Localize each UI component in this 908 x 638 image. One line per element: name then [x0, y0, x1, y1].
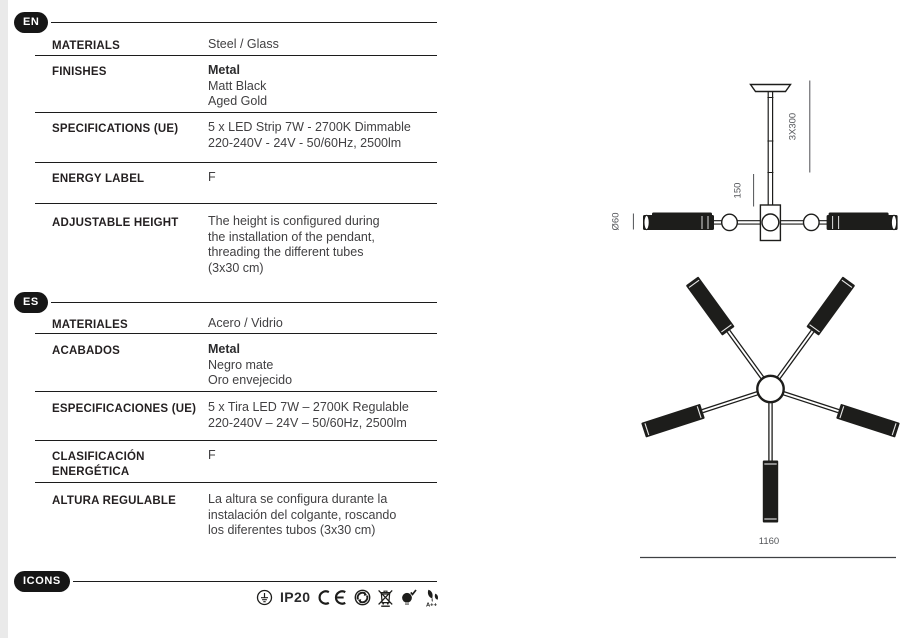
spec-label: ACABADOS: [52, 345, 121, 357]
dimension-label-rod-sections: 3X300: [787, 112, 799, 141]
spec-value: Steel / Glass: [208, 37, 279, 51]
header-rule: [51, 302, 437, 304]
spec-label: ESPECIFICACIONES (UE): [52, 403, 197, 415]
spec-label: MATERIALES: [52, 319, 128, 331]
eco-leaves-icon: [423, 588, 440, 607]
table-row: [35, 113, 437, 163]
replaceable-bulb-check-icon: [400, 589, 417, 606]
technical-drawing: [600, 55, 908, 567]
energy-class-label: A++: [426, 601, 438, 607]
dimension-label-tube-diameter: Ø60: [610, 212, 622, 231]
spec-label: FINISHES: [52, 66, 107, 78]
spec-value: F: [208, 170, 216, 184]
spec-label: SPECIFICATIONS (UE): [52, 123, 179, 135]
table-row: [35, 392, 437, 441]
spec-value: 5 x LED Strip 7W - 2700K Dimmable 220-240V - 24V - 50/60Hz, 2500lm: [208, 120, 411, 150]
section-en: [14, 12, 437, 278]
table-row: [35, 483, 437, 545]
spec-label: MATERIALS: [52, 40, 121, 52]
spec-value: Metal Negro mate Oro envejecido: [208, 342, 293, 387]
section-en-header: [14, 12, 437, 33]
table-row: [35, 204, 437, 278]
spec-value: The height is configured during the installation of the pendant, threading the different tubes (3x30 cm): [208, 214, 380, 275]
weee-crossed-bin-icon: [377, 588, 394, 607]
table-row: [35, 56, 437, 113]
certification-icons-strip: [256, 584, 440, 610]
earth-ground-icon: [256, 589, 273, 606]
top-view-drawing: [640, 276, 900, 557]
table-row: [35, 441, 437, 483]
spec-value: F: [208, 448, 216, 462]
dimension-label-total-width: 1160: [758, 536, 780, 547]
spec-value: Metal Matt Black Aged Gold: [208, 63, 268, 108]
green-dot-recycle-icon: [354, 589, 371, 606]
table-row: [35, 163, 437, 204]
table-row: [35, 34, 437, 56]
section-es-header: [14, 292, 437, 313]
header-rule: [51, 22, 437, 24]
icons-badge: ICONS: [14, 571, 70, 592]
dimension-label-center-drop: 150: [732, 182, 744, 199]
section-es: [14, 292, 437, 545]
spec-label: CLASIFICACIÓN ENERGÉTICA: [52, 451, 145, 478]
ip-rating-label: IP20: [280, 589, 311, 605]
spec-label: ENERGY LABEL: [52, 173, 145, 185]
spec-table-es: [35, 314, 437, 545]
page-edge-shadow: [0, 0, 8, 638]
spec-value: La altura se configura durante la instalación del colgante, roscando los diferentes tubos (3x30 cm): [208, 492, 397, 537]
spec-value: 5 x Tira LED 7W – 2700K Regulable 220-240V – 24V – 50/60Hz, 2500lm: [208, 400, 409, 430]
header-rule: [73, 581, 437, 583]
table-row: [35, 334, 437, 392]
table-row: [35, 314, 437, 334]
spec-label: ADJUSTABLE HEIGHT: [52, 217, 179, 229]
spec-label: ALTURA REGULABLE: [52, 495, 176, 507]
side-view-drawing: [611, 81, 898, 241]
spec-table-en: [35, 34, 437, 278]
ce-mark-icon: [317, 589, 348, 606]
language-badge-en: EN: [14, 12, 48, 33]
language-badge-es: ES: [14, 292, 48, 313]
spec-value: Acero / Vidrio: [208, 316, 283, 330]
